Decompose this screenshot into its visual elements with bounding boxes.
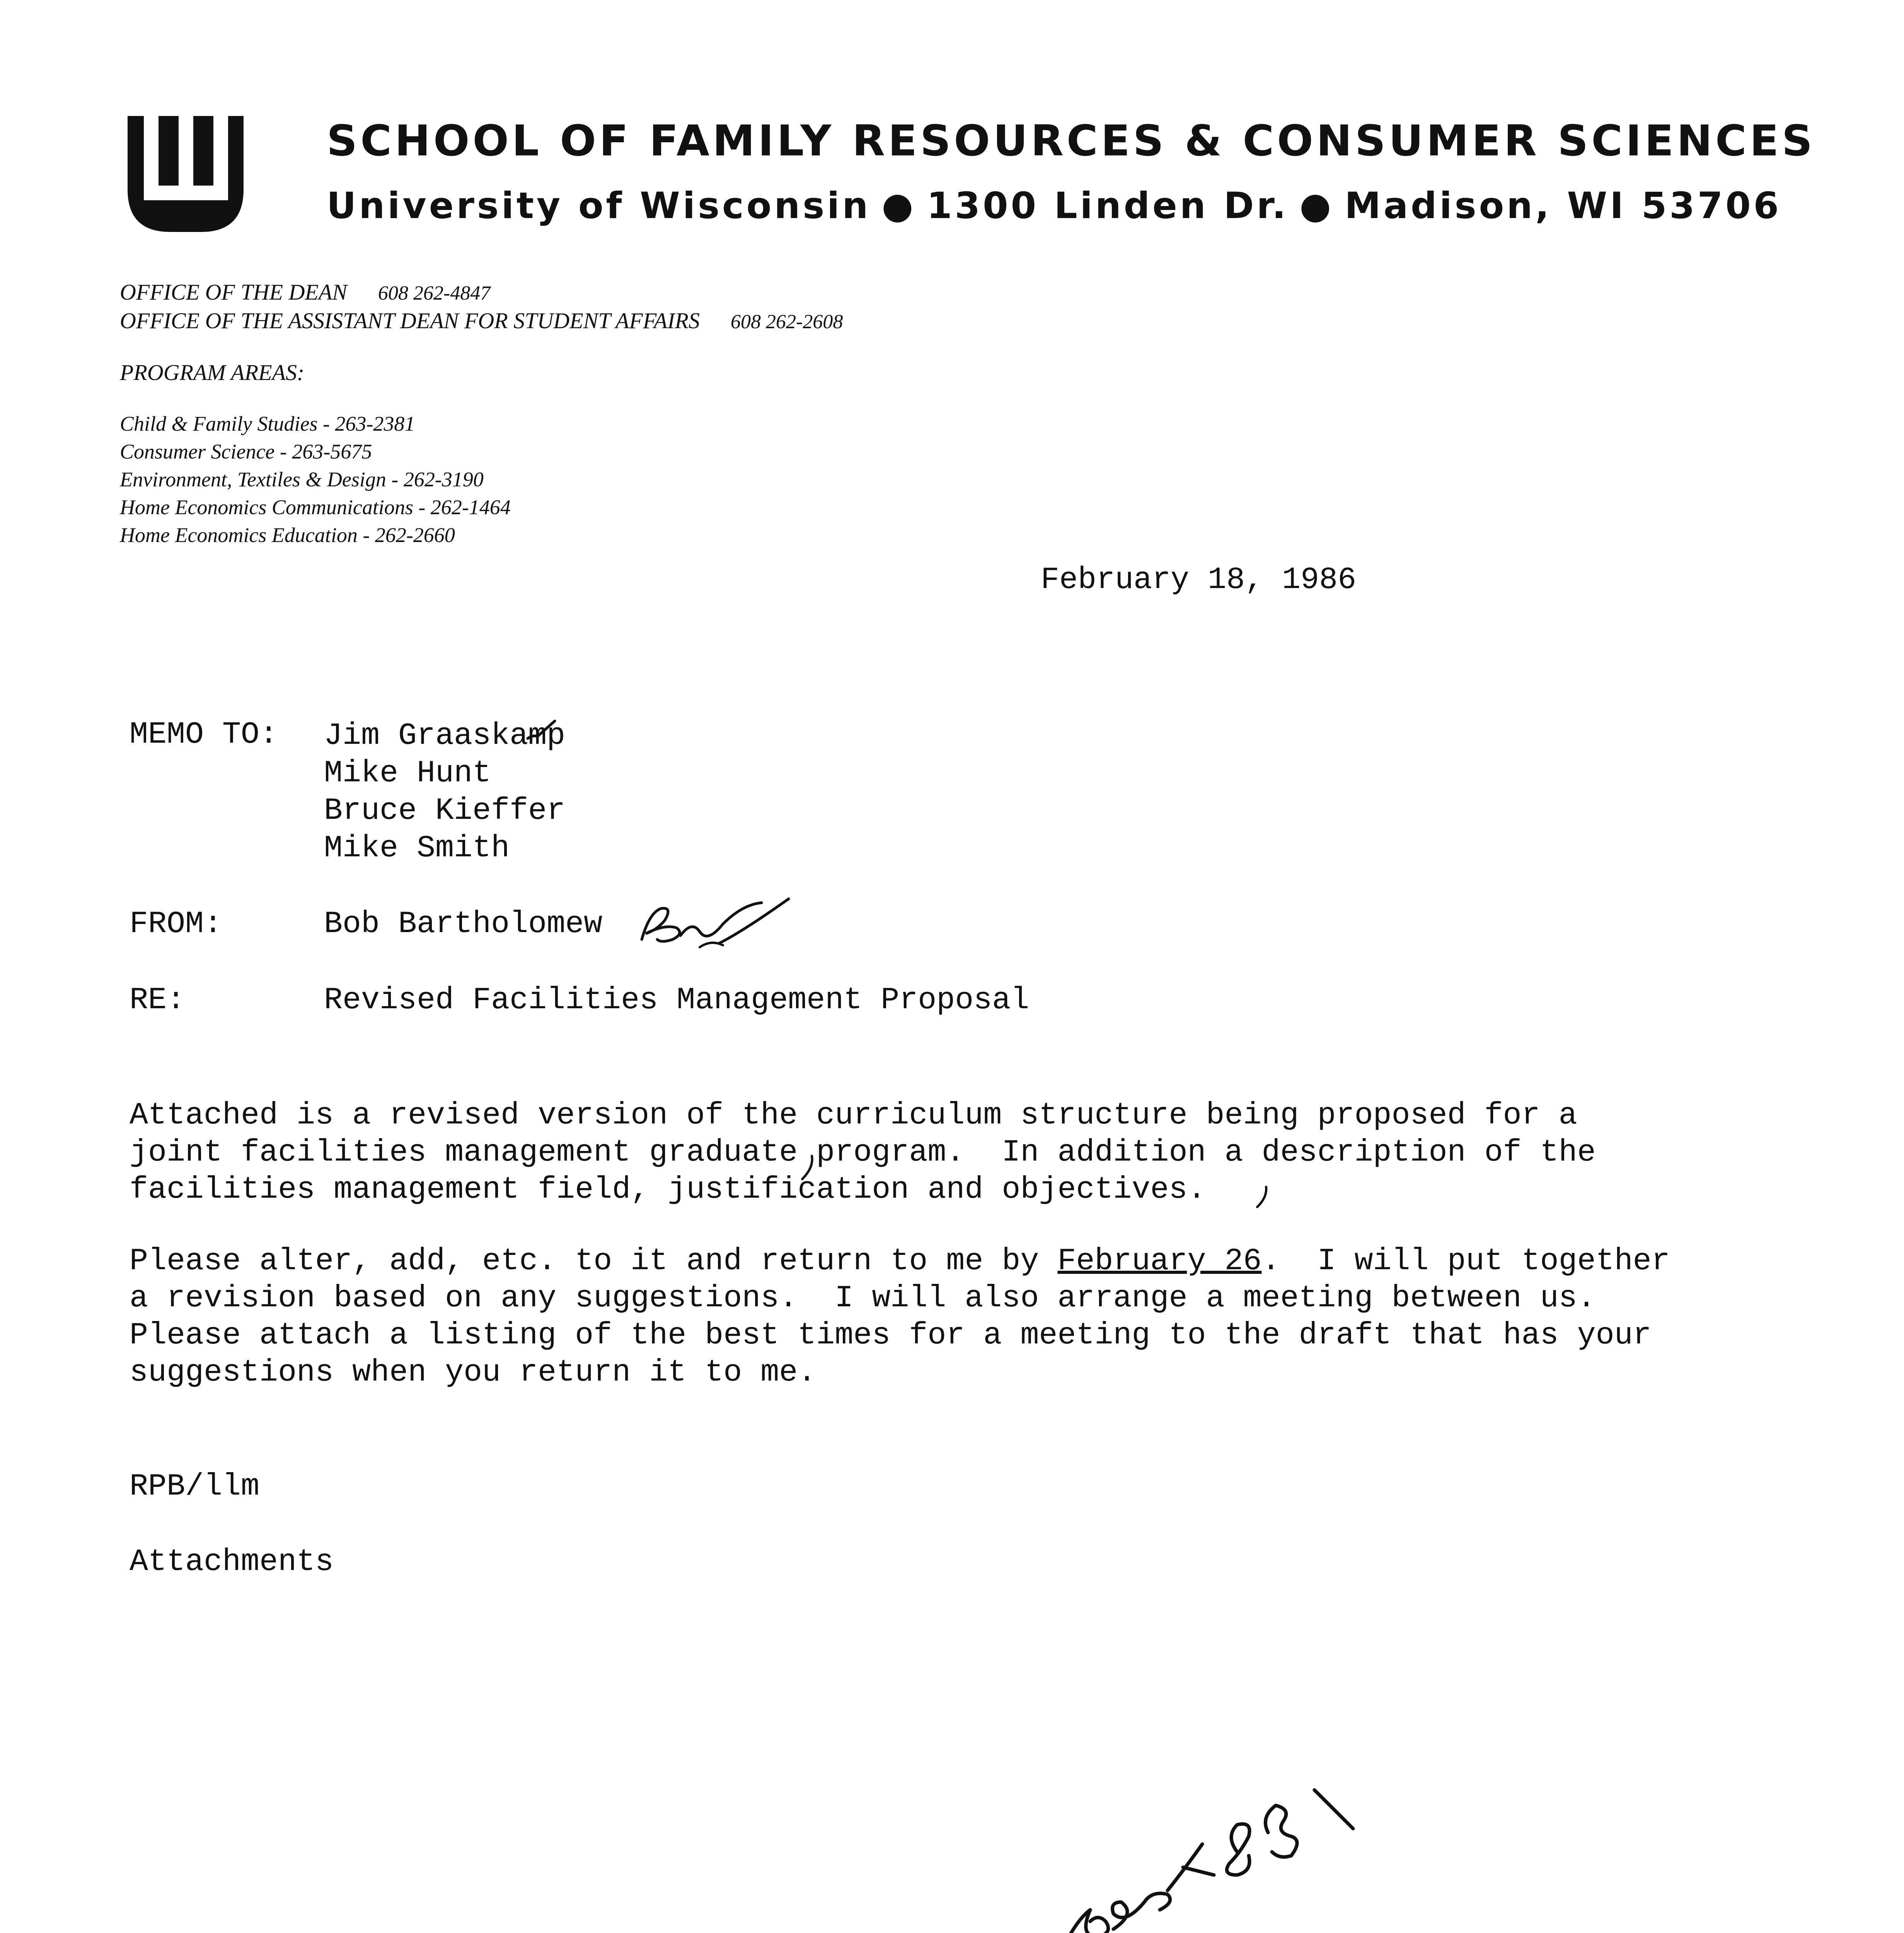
body-line: facilities management field, justification and objectives. — [130, 1172, 1206, 1207]
recipient: Mike Hunt — [324, 756, 491, 791]
memo-re-label: RE: — [130, 983, 186, 1018]
program-areas-label: PROGRAM AREAS: — [120, 360, 305, 385]
body-line: joint facilities management graduate program. In addition a description of the — [130, 1135, 1596, 1170]
office-phone: 608 262-4847 — [378, 282, 491, 304]
letterhead-title: SCHOOL OF FAMILY RESOURCES & CONSUMER SCIENCES — [327, 116, 1816, 165]
body-line: Please alter, add, etc. to it and return to me by February 26. I will put together — [130, 1244, 1670, 1279]
body-paragraph-1 — [130, 1097, 1596, 1209]
checkmark-icon — [526, 719, 557, 742]
university-logo — [128, 116, 244, 232]
recipient: Mike Smith — [324, 831, 510, 866]
memo-subject: Revised Facilities Management Proposal — [324, 983, 1030, 1018]
address-university: University of Wisconsin — [327, 185, 871, 227]
body-line: Attached is a revised version of the curriculum structure being proposed for a — [130, 1098, 1577, 1133]
memo-to-label: MEMO TO: — [130, 717, 278, 752]
bullet-separator: ● — [1299, 185, 1334, 227]
program-area-item: Environment, Textiles & Design - 262-3190 — [120, 468, 484, 491]
handwritten-comma — [796, 1152, 820, 1183]
office-assistant-dean-line — [120, 308, 843, 334]
memo-date: February 18, 1986 — [1041, 563, 1357, 598]
letterhead-address — [327, 185, 1781, 227]
office-phone: 608 262-2608 — [731, 311, 843, 333]
typist-initials: RPB/llm — [130, 1469, 260, 1504]
memo-from: Bob Bartholomew — [324, 907, 603, 942]
program-area-item: Home Economics Education - 262-2660 — [120, 523, 455, 547]
recipient: Bruce Kieffer — [324, 793, 566, 828]
address-city: Madison, WI 53706 — [1345, 185, 1781, 227]
bullet-separator: ● — [881, 185, 916, 227]
body-line: Please attach a listing of the best times for a meeting to the draft that has your — [130, 1318, 1652, 1353]
office-dean-line — [120, 279, 490, 305]
signature-initials — [634, 897, 796, 955]
handwritten-comma — [1253, 1184, 1272, 1211]
office-name: OFFICE OF THE DEAN — [120, 280, 347, 305]
recipient: Jim Graaskamp — [324, 718, 566, 753]
program-areas-list — [120, 410, 511, 549]
office-name: OFFICE OF THE ASSISTANT DEAN FOR STUDENT AFFAIRS — [120, 308, 700, 333]
program-area-item: Home Economics Communications - 262-1464 — [120, 496, 511, 519]
body-line: a revision based on any suggestions. I will also arrange a meeting between us. — [130, 1281, 1596, 1316]
program-area-item: Child & Family Studies - 263-2381 — [120, 412, 415, 435]
attachments-note: Attachments — [130, 1544, 334, 1580]
handwritten-note — [866, 1774, 1380, 1933]
address-street: 1300 Linden Dr. — [927, 185, 1289, 227]
program-area-item: Consumer Science - 263-5675 — [120, 440, 372, 463]
body-line: suggestions when you return it to me. — [130, 1355, 816, 1390]
body-paragraph-2 — [130, 1243, 1670, 1391]
deadline-date: February 26 — [1057, 1244, 1262, 1279]
memo-from-label: FROM: — [130, 907, 223, 942]
